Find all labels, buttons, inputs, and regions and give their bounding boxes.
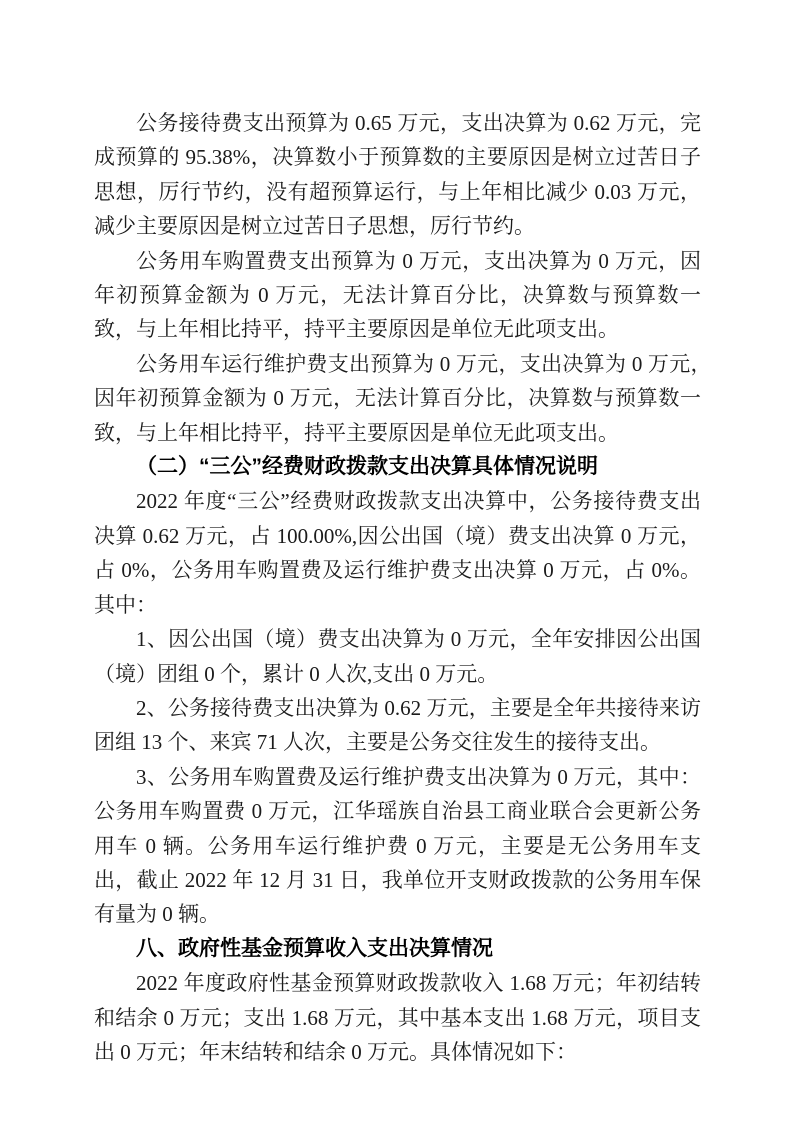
para-item-3-vehicle-expense: 3、公务用车购置费及运行维护费支出决算为 0 万元，其中：公务用车购置费 0 万元，江华瑶族自治县工商业联合会更新公务用车 0 辆。公务用车运行维护费 0 万元，主要是无公务用车支出，截止 2022 年 12 月 31 日，我单位开支财政拨款的公务用车保有量为 0 辆。	[94, 764, 701, 927]
para-item-2-reception-expense: 2、公务接待费支出决算为 0.62 万元，主要是全年共接待来访团组 13 个、来宾 71 人次，主要是公务交往发生的接待支出。	[94, 695, 701, 755]
para-official-reception-budget: 公务接待费支出预算为 0.65 万元，支出决算为 0.62 万元，完成预算的 95.38%，决算数小于预算数的主要原因是树立过苦日子思想，厉行节约，没有超预算运行，与上年相比减少 0.03 万元，减少主要原因是树立过苦日子思想，厉行节约。	[94, 111, 701, 239]
para-item-1-overseas-trips: 1、因公出国（境）费支出决算为 0 万元，全年安排因公出国（境）团组 0 个，累计 0 人次,支出 0 万元。	[94, 627, 701, 686]
heading-gov-fund-budget: 八、政府性基金预算收入支出决算情况	[136, 936, 493, 960]
heading-three-public-expense-details: （二）“三公”经费财政拨款支出决算具体情况说明	[136, 455, 598, 479]
para-three-public-summary: 2022 年度“三公”经费财政拨款支出决算中，公务接待费支出决算 0.62 万元，占 100.00%,因公出国（境）费支出决算 0 万元，占 0%，公务用车购置费及运行维护费支出决算 0 万元，占 0%。其中：	[94, 489, 701, 617]
para-vehicle-maintenance-budget: 公务用车运行维护费支出预算为 0 万元，支出决算为 0 万元， 因年初预算金额为 0 万元，无法计算百分比，决算数与预算数一致，与上年相比持平，持平主要原因是单位无此项支出。	[94, 351, 722, 445]
document-body	[94, 106, 722, 1069]
para-vehicle-purchase-budget: 公务用车购置费支出预算为 0 万元，支出决算为 0 万元，因年初预算金额为 0 万元，无法计算百分比，决算数与预算数一致，与上年相比持平，持平主要原因是单位无此项支出。	[94, 248, 701, 342]
para-gov-fund-summary: 2022 年度政府性基金预算财政拨款收入 1.68 万元；年初结转和结余 0 万元；支出 1.68 万元，其中基本支出 1.68 万元，项目支出 0 万元；年末结转和结余 0 万元。具体情况如下：	[94, 971, 701, 1064]
